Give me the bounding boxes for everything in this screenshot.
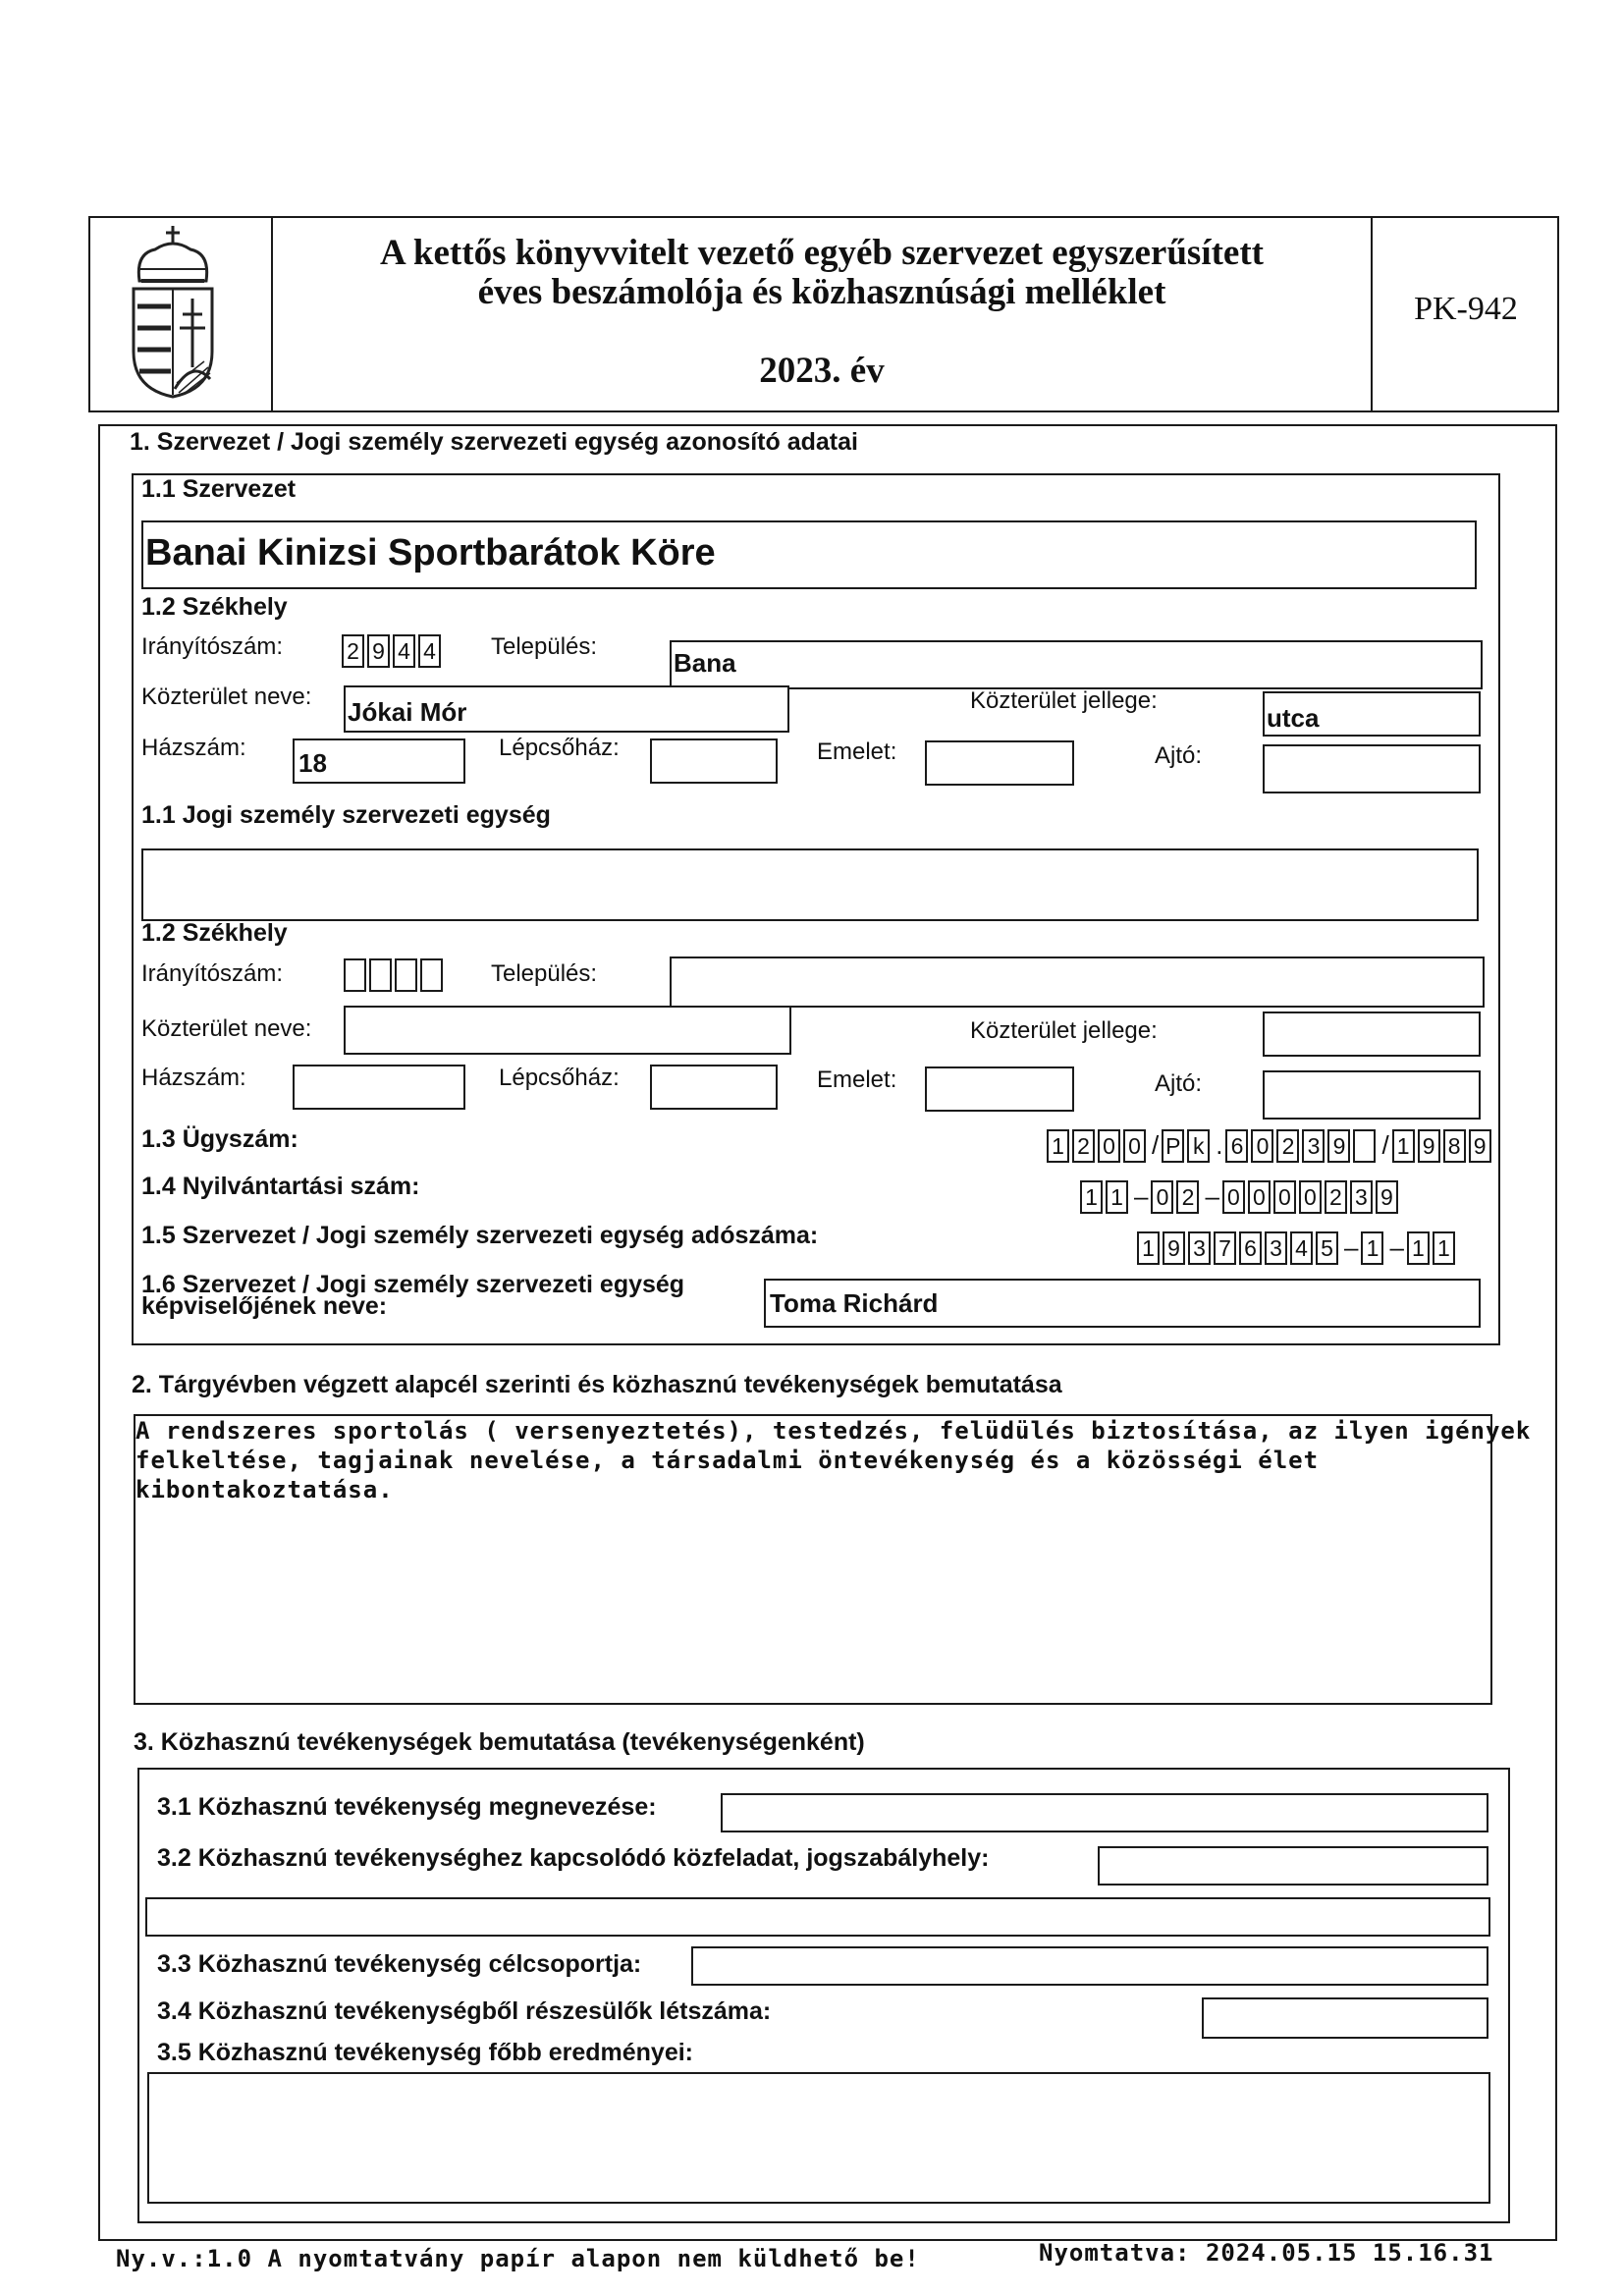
digit-box[interactable]: 3 <box>1302 1129 1325 1163</box>
separator: – <box>1344 1232 1359 1262</box>
digit-box[interactable]: 9 <box>367 634 390 668</box>
unit-stair-field[interactable] <box>650 1065 778 1110</box>
digit-box[interactable] <box>1353 1129 1376 1163</box>
digit-box[interactable]: 0 <box>1123 1129 1146 1163</box>
unit-street-field[interactable] <box>344 1006 791 1055</box>
digit-box[interactable]: 1 <box>1392 1129 1415 1163</box>
city-value: Bana <box>674 648 736 678</box>
digit-box[interactable]: 3 <box>1188 1231 1211 1265</box>
digit-box[interactable]: 3 <box>1265 1231 1287 1265</box>
digit-box[interactable]: 6 <box>1225 1129 1248 1163</box>
target-group-label: 3.3 Közhasznú tevékenység célcsoportja: <box>157 1950 642 1978</box>
door-field[interactable] <box>1263 744 1481 793</box>
public-task-label: 3.2 Közhasznú tevékenységhez kapcsolódó közfeladat, jogszabályhely: <box>157 1844 990 1872</box>
case-number-label: 1.3 Ügyszám: <box>141 1125 298 1153</box>
digit-box[interactable]: P <box>1162 1129 1184 1163</box>
digit-box[interactable] <box>395 958 417 992</box>
street-value: Jókai Mór <box>348 697 467 727</box>
digit-box[interactable]: 8 <box>1443 1129 1466 1163</box>
digit-box[interactable]: 1 <box>1433 1231 1455 1265</box>
digit-box[interactable]: 4 <box>393 634 415 668</box>
digit-box[interactable]: 0 <box>1248 1180 1271 1214</box>
representative-name-value: Toma Richárd <box>770 1288 939 1318</box>
digit-box[interactable]: 0 <box>1151 1180 1173 1214</box>
digit-box[interactable]: 1 <box>1106 1180 1128 1214</box>
public-task-field[interactable] <box>145 1897 1490 1937</box>
separator: – <box>1389 1232 1404 1262</box>
digit-box[interactable]: 2 <box>1325 1180 1347 1214</box>
door-label: Ajtó: <box>1155 742 1203 769</box>
digit-box[interactable]: 0 <box>1222 1180 1245 1214</box>
print-timestamp: Nyomtatva: 2024.05.15 15.16.31 <box>1039 2239 1494 2267</box>
digit-box[interactable]: 2 <box>1276 1129 1299 1163</box>
digit-box[interactable]: 0 <box>1299 1180 1322 1214</box>
activity-name-field[interactable] <box>721 1793 1488 1832</box>
unit-zip-field[interactable] <box>344 958 446 992</box>
digit-box[interactable]: 0 <box>1251 1129 1273 1163</box>
house-value: 18 <box>298 748 327 778</box>
form-title-line2: éves beszámolója és közhasznúsági melléklet <box>477 272 1166 312</box>
city-label: Település: <box>491 633 598 660</box>
digit-box[interactable] <box>369 958 392 992</box>
target-group-field[interactable] <box>691 1946 1488 1986</box>
separator: – <box>1134 1181 1149 1211</box>
activity-name-label: 3.1 Közhasznú tevékenység megnevezése: <box>157 1793 657 1821</box>
digit-box[interactable]: 9 <box>1376 1180 1398 1214</box>
case-number-field[interactable] <box>1047 1129 1494 1163</box>
zip-label: Irányítószám: <box>141 633 284 660</box>
digit-box[interactable]: 1 <box>1137 1231 1160 1265</box>
floor-field[interactable] <box>925 740 1074 786</box>
house-label: Házszám: <box>141 735 246 761</box>
activity-description-line3: kibontakoztatása. <box>135 1476 394 1503</box>
digit-box[interactable] <box>344 958 366 992</box>
stair-field[interactable] <box>650 738 778 784</box>
unit-floor-label: Emelet: <box>817 1066 897 1093</box>
unit-door-label: Ajtó: <box>1155 1070 1203 1097</box>
public-task-short-field[interactable] <box>1098 1846 1488 1886</box>
beneficiaries-field[interactable] <box>1202 1997 1488 2039</box>
section3-title: 3. Közhasznú tevékenységek bemutatása (tevékenységenként) <box>134 1728 865 1756</box>
seat-label: 1.2 Székhely <box>141 593 288 621</box>
unit-street-label: Közterület neve: <box>141 1015 312 1042</box>
digit-box[interactable]: 6 <box>1239 1231 1262 1265</box>
street-type-value: utca <box>1267 703 1320 733</box>
beneficiaries-label: 3.4 Közhasznú tevékenységből részesülők létszáma: <box>157 1997 772 2025</box>
digit-box[interactable]: 7 <box>1214 1231 1236 1265</box>
street-label: Közterület neve: <box>141 683 312 710</box>
digit-box[interactable]: 9 <box>1327 1129 1350 1163</box>
activity-description-line1: A rendszeres sportolás ( versenyeztetés), testedzés, felüdülés biztosítása, az ilyen igények <box>135 1417 1532 1445</box>
digit-box[interactable]: 9 <box>1418 1129 1440 1163</box>
unit-name-field[interactable] <box>141 848 1479 921</box>
separator: / <box>1152 1130 1160 1160</box>
unit-city-label: Település: <box>491 960 598 987</box>
org-label: 1.1 Szervezet <box>141 475 297 503</box>
separator: – <box>1205 1181 1219 1211</box>
digit-box[interactable]: 2 <box>342 634 364 668</box>
coat-of-arms-logo <box>126 224 220 401</box>
unit-city-field[interactable] <box>670 957 1485 1008</box>
main-results-label: 3.5 Közhasznú tevékenység főbb eredményei: <box>157 2039 694 2066</box>
unit-door-field[interactable] <box>1263 1070 1481 1120</box>
digit-box[interactable]: 0 <box>1273 1180 1296 1214</box>
separator: . <box>1216 1130 1223 1160</box>
unit-label: 1.1 Jogi személy szervezeti egység <box>141 801 551 829</box>
org-name-value: Banai Kinizsi Sportbarátok Köre <box>145 532 716 574</box>
footer-note: Ny.v.:1.0 A nyomtatvány papír alapon nem küldhető be! <box>116 2245 920 2272</box>
unit-house-field[interactable] <box>293 1065 465 1110</box>
unit-stair-label: Lépcsőház: <box>499 1065 620 1091</box>
section1-title: 1. Szervezet / Jogi személy szervezeti egység azonosító adatai <box>130 428 858 456</box>
stair-label: Lépcsőház: <box>499 735 620 761</box>
digit-box[interactable]: 9 <box>1469 1129 1491 1163</box>
form-code: PK-942 <box>1414 291 1518 327</box>
unit-street-type-label: Közterület jellege: <box>970 1017 1158 1044</box>
digit-box[interactable]: 9 <box>1163 1231 1185 1265</box>
digit-box[interactable]: 1 <box>1361 1231 1383 1265</box>
unit-seat-label: 1.2 Székhely <box>141 919 288 947</box>
digit-box[interactable]: 2 <box>1072 1129 1095 1163</box>
activity-description-line2: felkeltése, tagjainak nevelése, a társadalmi öntevékenység és a közösségi élet <box>135 1447 1320 1474</box>
floor-label: Emelet: <box>817 738 897 765</box>
digit-box[interactable]: 5 <box>1316 1231 1338 1265</box>
registry-number-field[interactable] <box>1080 1180 1401 1214</box>
unit-house-label: Házszám: <box>141 1065 246 1091</box>
digit-box[interactable] <box>420 958 443 992</box>
digit-box[interactable]: 2 <box>1176 1180 1199 1214</box>
tax-number-label: 1.5 Szervezet / Jogi személy szervezeti egység adószáma: <box>141 1222 819 1249</box>
unit-street-type-field[interactable] <box>1263 1011 1481 1057</box>
form-year: 2023. év <box>759 351 885 391</box>
digit-box[interactable]: 0 <box>1098 1129 1120 1163</box>
representative-label-line1: 1.6 Szervezet / Jogi személy szervezeti egység <box>141 1271 685 1298</box>
zip-field[interactable] <box>342 634 444 668</box>
digit-box[interactable]: 1 <box>1080 1180 1103 1214</box>
digit-box[interactable]: 4 <box>418 634 441 668</box>
section2-title: 2. Tárgyévben végzett alapcél szerinti és közhasznú tevékenységek bemutatása <box>132 1371 1062 1398</box>
main-results-field[interactable] <box>147 2072 1490 2204</box>
unit-zip-label: Irányítószám: <box>141 960 284 987</box>
form-title-line1: A kettős könyvvitelt vezető egyéb szervezet egyszerűsített <box>380 233 1264 273</box>
digit-box[interactable]: k <box>1187 1129 1210 1163</box>
digit-box[interactable]: 4 <box>1290 1231 1313 1265</box>
unit-floor-field[interactable] <box>925 1066 1074 1112</box>
representative-label-line2: képviselőjének neve: <box>141 1292 388 1320</box>
digit-box[interactable]: 1 <box>1407 1231 1430 1265</box>
city-field[interactable] <box>670 640 1483 689</box>
digit-box[interactable]: 1 <box>1047 1129 1069 1163</box>
street-type-label: Közterület jellege: <box>970 687 1158 714</box>
tax-number-field[interactable] <box>1137 1231 1458 1265</box>
separator: / <box>1381 1130 1389 1160</box>
digit-box[interactable]: 3 <box>1350 1180 1373 1214</box>
registry-number-label: 1.4 Nyilvántartási szám: <box>141 1173 420 1200</box>
